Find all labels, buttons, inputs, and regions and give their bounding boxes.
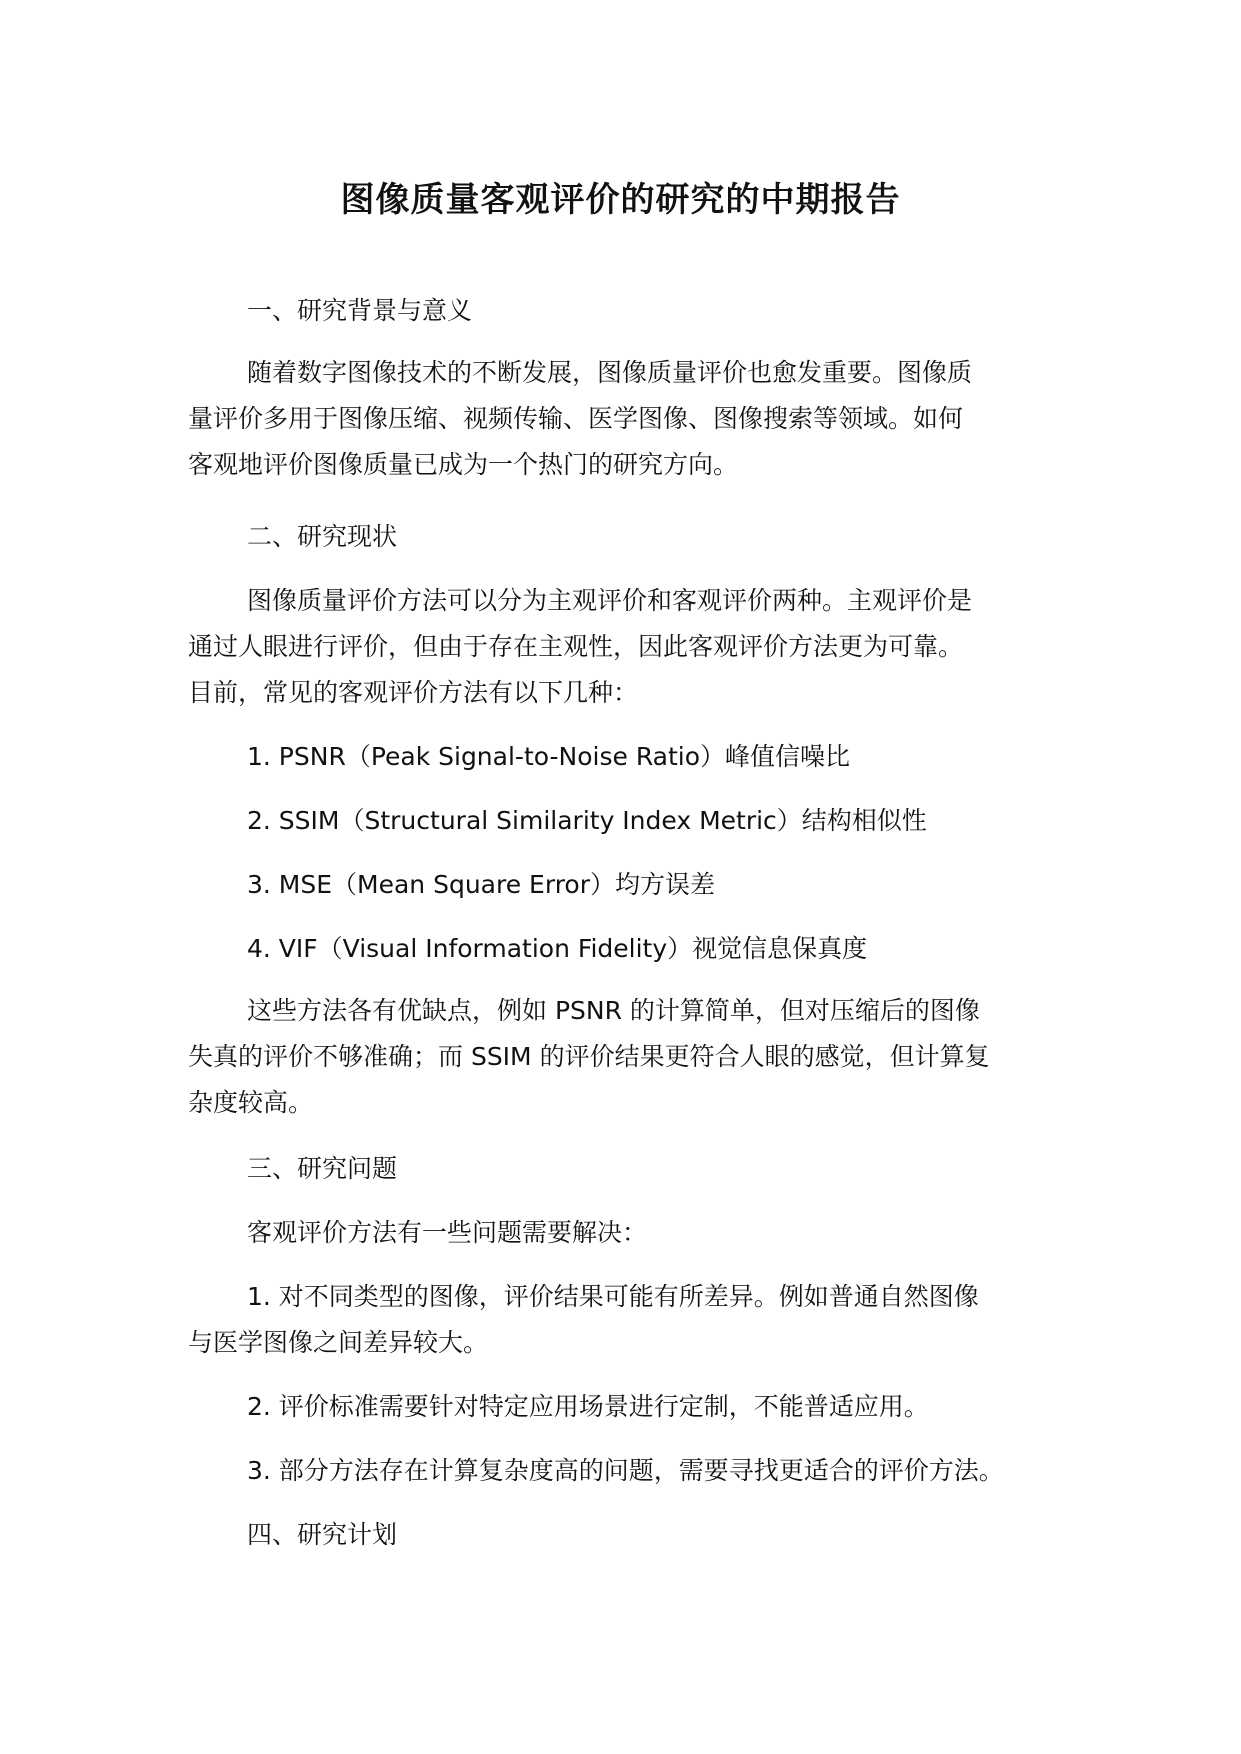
- method-list-item: 4. VIF（Visual Information Fidelity）视觉信息保真度: [247, 934, 868, 963]
- paragraph-line: 随着数字图像技术的不断发展，图像质量评价也愈发重要。图像质: [247, 358, 973, 387]
- section-heading-status: 二、研究现状: [247, 522, 398, 551]
- paragraph-line: 客观评价方法有一些问题需要解决：: [247, 1218, 648, 1247]
- method-list-item: 3. MSE（Mean Square Error）均方误差: [247, 870, 715, 899]
- section-heading-problems: 三、研究问题: [247, 1154, 398, 1183]
- section-heading-plan: 四、研究计划: [247, 1520, 398, 1549]
- problem-list-item: 3. 部分方法存在计算复杂度高的问题，需要寻找更适合的评价方法。: [247, 1456, 1004, 1485]
- problem-list-item: 1. 对不同类型的图像，评价结果可能有所差异。例如普通自然图像: [247, 1282, 979, 1311]
- paragraph-line: 通过人眼进行评价，但由于存在主观性，因此客观评价方法更为可靠。: [188, 632, 964, 661]
- paragraph-line: 客观地评价图像质量已成为一个热门的研究方向。: [188, 450, 739, 479]
- method-list-item: 2. SSIM（Structural Similarity Index Metric）结构相似性: [247, 806, 927, 835]
- paragraph-line: 图像质量评价方法可以分为主观评价和客观评价两种。主观评价是: [247, 586, 973, 615]
- paragraph-line: 失真的评价不够准确；而 SSIM 的评价结果更符合人眼的感觉，但计算复: [188, 1042, 990, 1071]
- paragraph-line: 杂度较高。: [188, 1088, 314, 1117]
- section-heading-background: 一、研究背景与意义: [247, 296, 473, 325]
- paragraph-line: 这些方法各有优缺点，例如 PSNR 的计算简单，但对压缩后的图像: [247, 996, 980, 1025]
- document-title: 图像质量客观评价的研究的中期报告: [340, 180, 901, 220]
- problem-list-item: 2. 评价标准需要针对特定应用场景进行定制，不能普适应用。: [247, 1392, 929, 1421]
- paragraph-line: 目前，常见的客观评价方法有以下几种：: [188, 678, 639, 707]
- paragraph-line: 量评价多用于图像压缩、视频传输、医学图像、图像搜索等领域。如何: [188, 404, 964, 433]
- method-list-item: 1. PSNR（Peak Signal-to-Noise Ratio）峰值信噪比: [247, 742, 851, 771]
- problem-list-item-continued: 与医学图像之间差异较大。: [188, 1328, 489, 1357]
